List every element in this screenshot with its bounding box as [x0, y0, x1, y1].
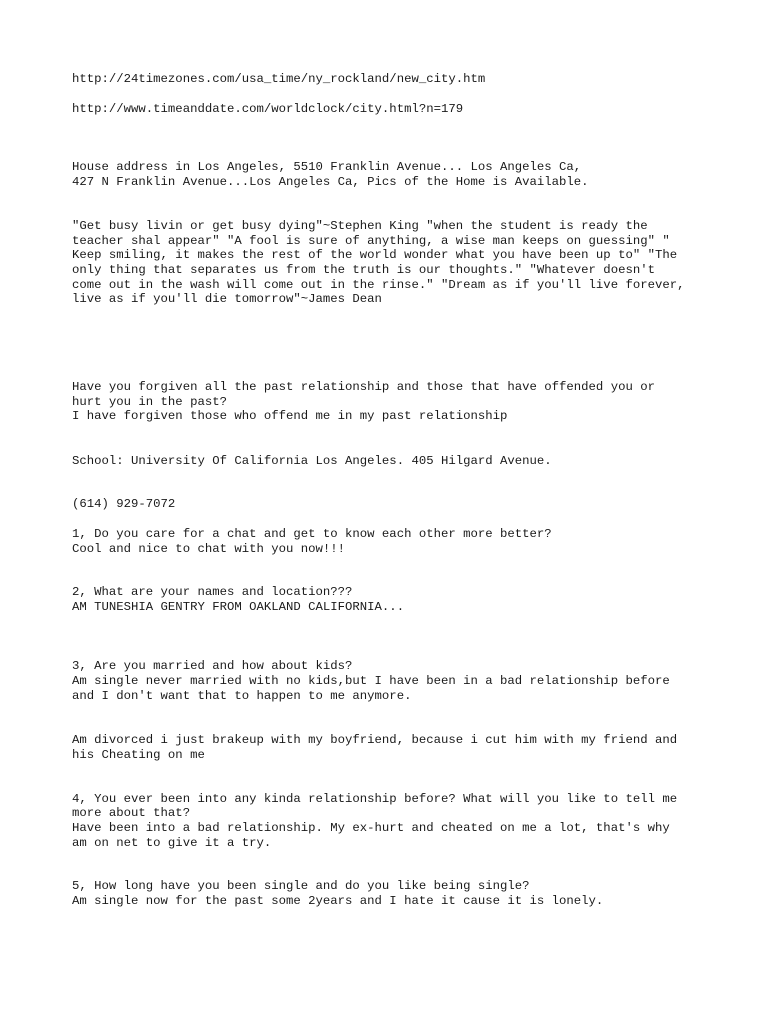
quote-line: teacher shal appear" "A fool is sure of anything, a wise man keeps on guessing" "	[72, 234, 670, 248]
answer-1: Cool and nice to chat with you now!!!	[72, 542, 346, 556]
address-line: 427 N Franklin Avenue...Los Angeles Ca, Pics of the Home is Available.	[72, 175, 589, 189]
divorced-note: Am divorced i just brakeup with my boyfriend, because i cut him with my friend and	[72, 733, 678, 747]
quote-line: "Get busy livin or get busy dying"~Stephen King "when the student is ready the	[72, 219, 648, 233]
quote-line: only thing that separates us from the truth is our thoughts." "Whatever doesn't	[72, 263, 655, 277]
forgiveness-question: hurt you in the past?	[72, 395, 227, 409]
quote-line: live as if you'll die tomorrow"~James Dean	[72, 292, 382, 306]
answer-2: AM TUNESHIA GENTRY FROM OAKLAND CALIFORNIA...	[72, 600, 405, 614]
question-2: 2, What are your names and location???	[72, 585, 353, 599]
phone-number: (614) 929-7072	[72, 497, 176, 511]
quote-line: come out in the wash will come out in the rinse." "Dream as if you'll live forever,	[72, 278, 685, 292]
answer-3: and I don't want that to happen to me anymore.	[72, 689, 412, 703]
question-3: 3, Are you married and how about kids?	[72, 659, 353, 673]
forgiveness-question: Have you forgiven all the past relationship and those that have offended you or	[72, 380, 655, 394]
divorced-note: his Cheating on me	[72, 748, 205, 762]
answer-3: Am single never married with no kids,but I have been in a bad relationship before	[72, 674, 670, 688]
school-info: School: University Of California Los Angeles. 405 Hilgard Avenue.	[72, 454, 552, 468]
answer-4: am on net to give it a try.	[72, 836, 272, 850]
link-timeanddate[interactable]: http://www.timeanddate.com/worldclock/city.html?n=179	[72, 102, 464, 116]
link-24timezones[interactable]: http://24timezones.com/usa_time/ny_rockland/new_city.htm	[72, 72, 486, 86]
question-5: 5, How long have you been single and do you like being single?	[72, 879, 530, 893]
question-4: 4, You ever been into any kinda relationship before? What will you like to tell me	[72, 792, 678, 806]
question-1: 1, Do you care for a chat and get to know each other more better?	[72, 527, 552, 541]
answer-4: Have been into a bad relationship. My ex-hurt and cheated on me a lot, that's why	[72, 821, 670, 835]
forgiveness-answer: I have forgiven those who offend me in my past relationship	[72, 409, 508, 423]
quote-line: Keep smiling, it makes the rest of the world wonder what you have been up to" "The	[72, 248, 678, 262]
answer-5: Am single now for the past some 2years and I hate it cause it is lonely.	[72, 894, 604, 908]
question-4: more about that?	[72, 806, 191, 820]
address-line: House address in Los Angeles, 5510 Franklin Avenue... Los Angeles Ca,	[72, 160, 582, 174]
